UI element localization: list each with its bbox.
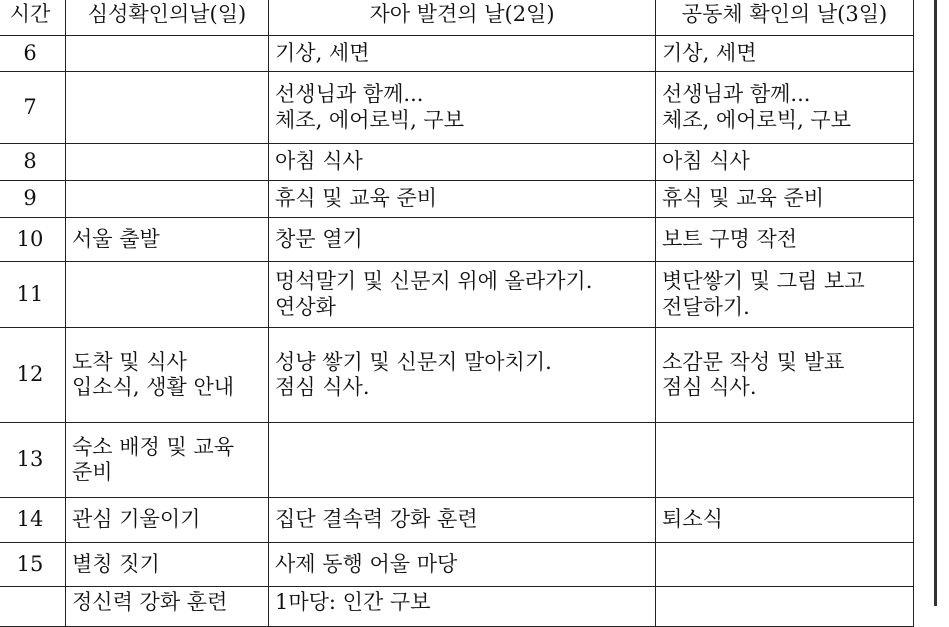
time-cell: 7 bbox=[0, 72, 66, 144]
day2-cell: 1마당: 인간 구보 bbox=[269, 587, 656, 627]
time-cell: 6 bbox=[0, 36, 66, 72]
header-time: 시간 bbox=[0, 0, 66, 36]
time-cell: 14 bbox=[0, 498, 66, 543]
day1-cell bbox=[66, 72, 269, 144]
table-row bbox=[0, 543, 914, 587]
day2-cell: 성냥 쌓기 및 신문지 말아치기. 점심 식사. bbox=[269, 328, 656, 423]
day3-cell bbox=[656, 423, 914, 498]
table-row bbox=[0, 36, 914, 72]
day2-cell: 기상, 세면 bbox=[269, 36, 656, 72]
day1-cell bbox=[66, 36, 269, 72]
day3-cell: 소감문 작성 및 발표 점심 식사. bbox=[656, 328, 914, 423]
day2-cell: 집단 결속력 강화 훈련 bbox=[269, 498, 656, 543]
time-cell: 15 bbox=[0, 543, 66, 587]
day1-cell: 별칭 짓기 bbox=[66, 543, 269, 587]
time-cell: 10 bbox=[0, 218, 66, 262]
table-row bbox=[0, 72, 914, 144]
day3-cell: 선생님과 함께... 체조, 에어로빅, 구보 bbox=[656, 72, 914, 144]
header-day1: 심성확인의날(일) bbox=[66, 0, 269, 36]
header-row bbox=[0, 0, 914, 36]
header-day2: 자아 발견의 날(2일) bbox=[269, 0, 656, 36]
day3-cell: 퇴소식 bbox=[656, 498, 914, 543]
time-cell: 11 bbox=[0, 262, 66, 328]
day3-cell: 아침 식사 bbox=[656, 144, 914, 181]
day1-cell bbox=[66, 262, 269, 328]
time-cell: 8 bbox=[0, 144, 66, 181]
day3-cell: 볏단쌓기 및 그림 보고 전달하기. bbox=[656, 262, 914, 328]
day2-cell: 휴식 및 교육 준비 bbox=[269, 181, 656, 218]
day2-cell: 창문 열기 bbox=[269, 218, 656, 262]
day3-cell: 보트 구명 작전 bbox=[656, 218, 914, 262]
table-row bbox=[0, 262, 914, 328]
time-cell bbox=[0, 587, 66, 627]
day3-cell bbox=[656, 543, 914, 587]
table-row bbox=[0, 181, 914, 218]
day3-cell: 기상, 세면 bbox=[656, 36, 914, 72]
table-row bbox=[0, 218, 914, 262]
time-cell: 9 bbox=[0, 181, 66, 218]
day2-cell: 멍석말기 및 신문지 위에 올라가기. 연상화 bbox=[269, 262, 656, 328]
table-row bbox=[0, 498, 914, 543]
header-day3: 공동체 확인의 날(3일) bbox=[656, 0, 914, 36]
day1-cell: 서울 출발 bbox=[66, 218, 269, 262]
day1-cell bbox=[66, 144, 269, 181]
day2-cell: 아침 식사 bbox=[269, 144, 656, 181]
day2-cell bbox=[269, 423, 656, 498]
day1-cell: 도착 및 식사 입소식, 생활 안내 bbox=[66, 328, 269, 423]
time-cell: 13 bbox=[0, 423, 66, 498]
page-edge-rule bbox=[934, 0, 937, 606]
day1-cell: 관심 기울이기 bbox=[66, 498, 269, 543]
table-row bbox=[0, 328, 914, 423]
time-cell: 12 bbox=[0, 328, 66, 423]
day3-cell bbox=[656, 587, 914, 627]
table-row bbox=[0, 587, 914, 627]
day1-cell bbox=[66, 181, 269, 218]
day2-cell: 선생님과 함께... 체조, 에어로빅, 구보 bbox=[269, 72, 656, 144]
day3-cell: 휴식 및 교육 준비 bbox=[656, 181, 914, 218]
day1-cell: 정신력 강화 훈련 bbox=[66, 587, 269, 627]
day2-cell: 사제 동행 어울 마당 bbox=[269, 543, 656, 587]
day1-cell: 숙소 배정 및 교육 준비 bbox=[66, 423, 269, 498]
table-row bbox=[0, 423, 914, 498]
table-row bbox=[0, 144, 914, 181]
